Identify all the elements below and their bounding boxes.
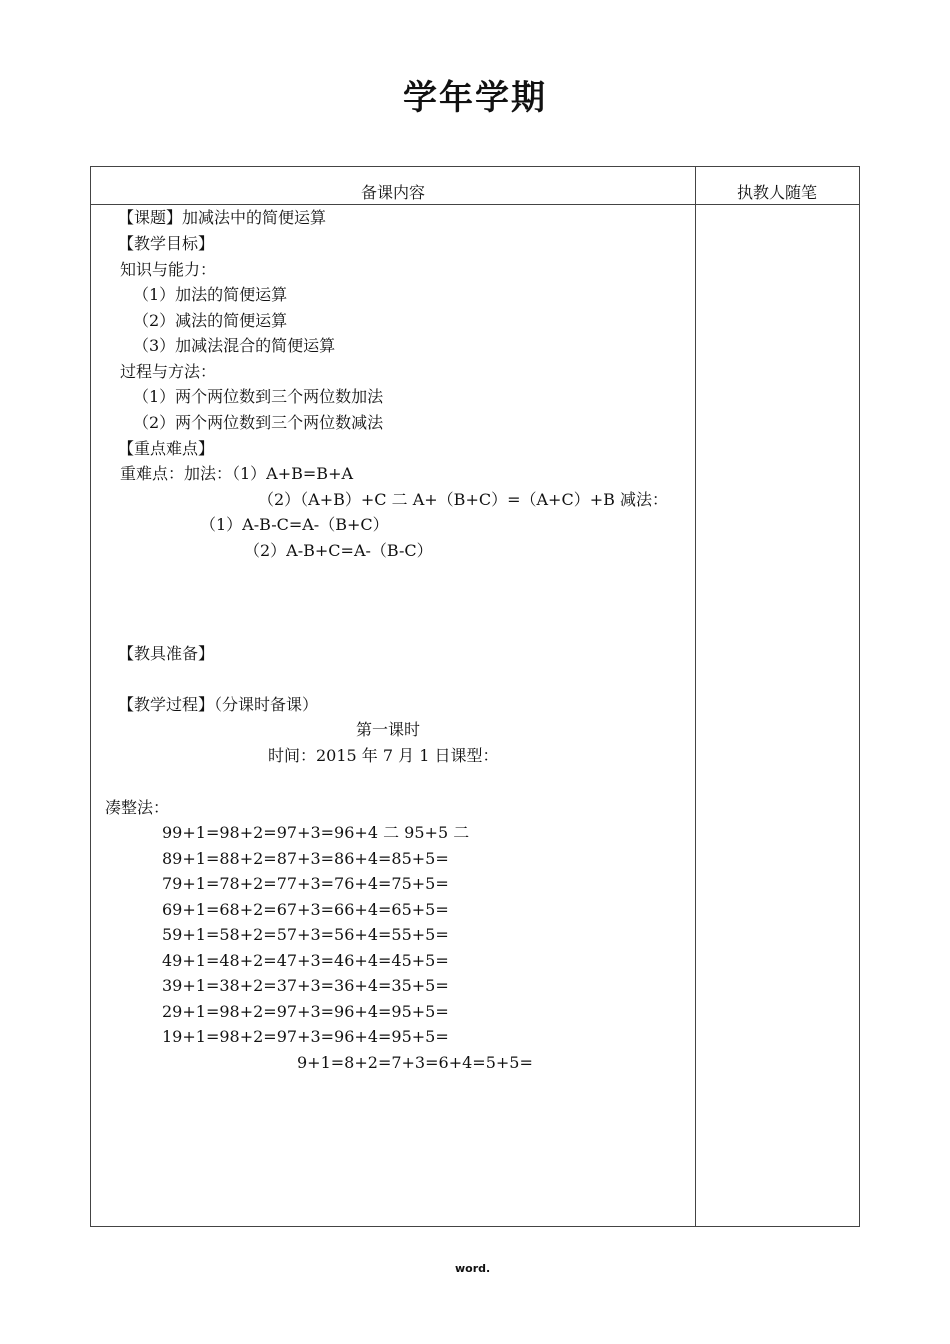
equation-row: 19+1=98+2=97+3=96+4=95+5= [162, 1027, 449, 1046]
equation-row: 49+1=48+2=47+3=46+4=45+5= [162, 951, 449, 970]
page-title: 学年学期 [403, 78, 547, 118]
key-point-2: （2）（A+B）+C 二 A+（B+C）=（A+C）+B 减法： [258, 490, 668, 509]
equation-row: 9+1=8+2=7+3=6+4=5+5= [297, 1053, 533, 1072]
equation-row: 69+1=68+2=67+3=66+4=65+5= [162, 900, 449, 919]
lesson-one-label: 第一课时 [356, 720, 421, 739]
column-divider [695, 167, 696, 1226]
teaching-process-heading: 【教学过程】（分课时备课） [118, 695, 319, 714]
goals-heading: 【教学目标】 [118, 234, 215, 253]
key-point-1: 重难点：加法：（1）A+B=B+A [120, 464, 354, 483]
key-point-4: （2）A-B+C=A-（B-C） [244, 541, 433, 560]
lesson-time: 时间：2015 年 7 月 1 日课型： [268, 746, 499, 765]
header-lesson-content: 备课内容 [360, 183, 425, 202]
header-teacher-notes: 执教人随笔 [736, 183, 817, 202]
method-label: 凑整法： [105, 798, 170, 817]
knowledge-item-2: （2）减法的简便运算 [133, 311, 288, 330]
equation-row: 79+1=78+2=77+3=76+4=75+5= [162, 874, 449, 893]
knowledge-item-1: （1）加法的简便运算 [133, 285, 288, 304]
tools-heading: 【教具准备】 [118, 644, 215, 663]
knowledge-label: 知识与能力： [120, 260, 217, 279]
equation-row: 29+1=98+2=97+3=96+4=95+5= [162, 1002, 449, 1021]
process-item-1: （1）两个两位数到三个两位数加法 [133, 387, 384, 406]
process-label: 过程与方法： [120, 362, 217, 381]
key-point-3: （1）A-B-C=A-（B+C） [200, 515, 389, 534]
header-row-divider [91, 204, 859, 205]
knowledge-item-3: （3）加减法混合的简便运算 [133, 336, 336, 355]
lesson-topic: 【课题】加减法中的简便运算 [118, 208, 327, 227]
footer-word-mark: word. [455, 1262, 491, 1275]
process-item-2: （2）两个两位数到三个两位数减法 [133, 413, 384, 432]
equation-row: 89+1=88+2=87+3=86+4=85+5= [162, 849, 449, 868]
equation-row: 39+1=38+2=37+3=36+4=35+5= [162, 976, 449, 995]
equation-row: 59+1=58+2=57+3=56+4=55+5= [162, 925, 449, 944]
key-points-heading: 【重点难点】 [118, 439, 215, 458]
equation-row: 99+1=98+2=97+3=96+4 二 95+5 二 [162, 823, 470, 842]
